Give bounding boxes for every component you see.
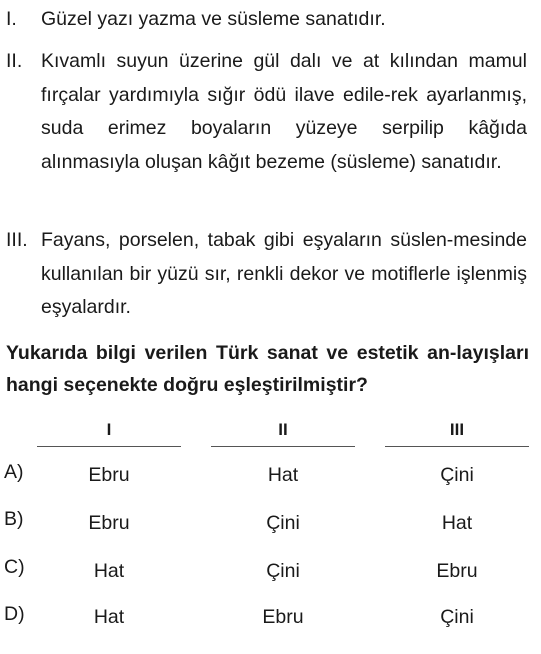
column-divider-3 [385,446,529,447]
option-cell-3: Ebru [436,560,478,582]
option-cell-3: Çini [440,606,474,628]
question-stem: Yukarıda bilgi verilen Türk sanat ve estetik an-layışları hangi seçenekte doğru eşleştirilmiştir? [6,342,529,396]
option-letter: B) [4,508,24,530]
statement-number: II. [6,50,23,72]
statement-3 [0,224,527,325]
option-letter: A) [4,461,24,483]
option-cell-2: Çini [266,512,300,534]
option-cell-1: Hat [93,560,125,582]
option-cell-2: Ebru [262,606,304,628]
statement-text: Fayans, porselen, tabak gibi eşyaların süslen-mesinde kullanılan bir yüzü sır, renkli dekor ve motiflerle işlenmiş eşyalardır. [41,229,527,318]
statement-text: Kıvamlı suyun üzerine gül dalı ve at kılından mamul fırçalar yardımıyla sığır ödü ilave edile-rek ayarlanmış, suda erimez boyaların yüzeye serpilip kâğıda alınmasıyla oluşan kâğıt bezeme (süsleme) sanatıdır. [41,50,527,173]
option-cell-2: Hat [267,464,299,486]
column-divider-2 [211,446,355,447]
statement-text: Güzel yazı yazma ve süsleme sanatıdır. [41,8,386,30]
option-cell-1: Hat [93,606,125,628]
option-cell-3: Hat [441,512,473,534]
option-cell-1: Ebru [88,512,130,534]
column-header-1: I [106,420,112,439]
option-cell-2: Çini [266,560,300,582]
option-letter: C) [4,556,25,578]
statement-number: III. [6,229,28,251]
statement-2 [0,45,527,179]
column-header-3: III [449,420,465,439]
statement-1 [0,3,527,37]
option-cell-1: Ebru [88,464,130,486]
option-letter: D) [4,603,25,625]
option-cell-3: Çini [440,464,474,486]
column-header-2: II [278,420,288,439]
statement-number: I. [6,8,17,30]
column-divider-1 [37,446,181,447]
